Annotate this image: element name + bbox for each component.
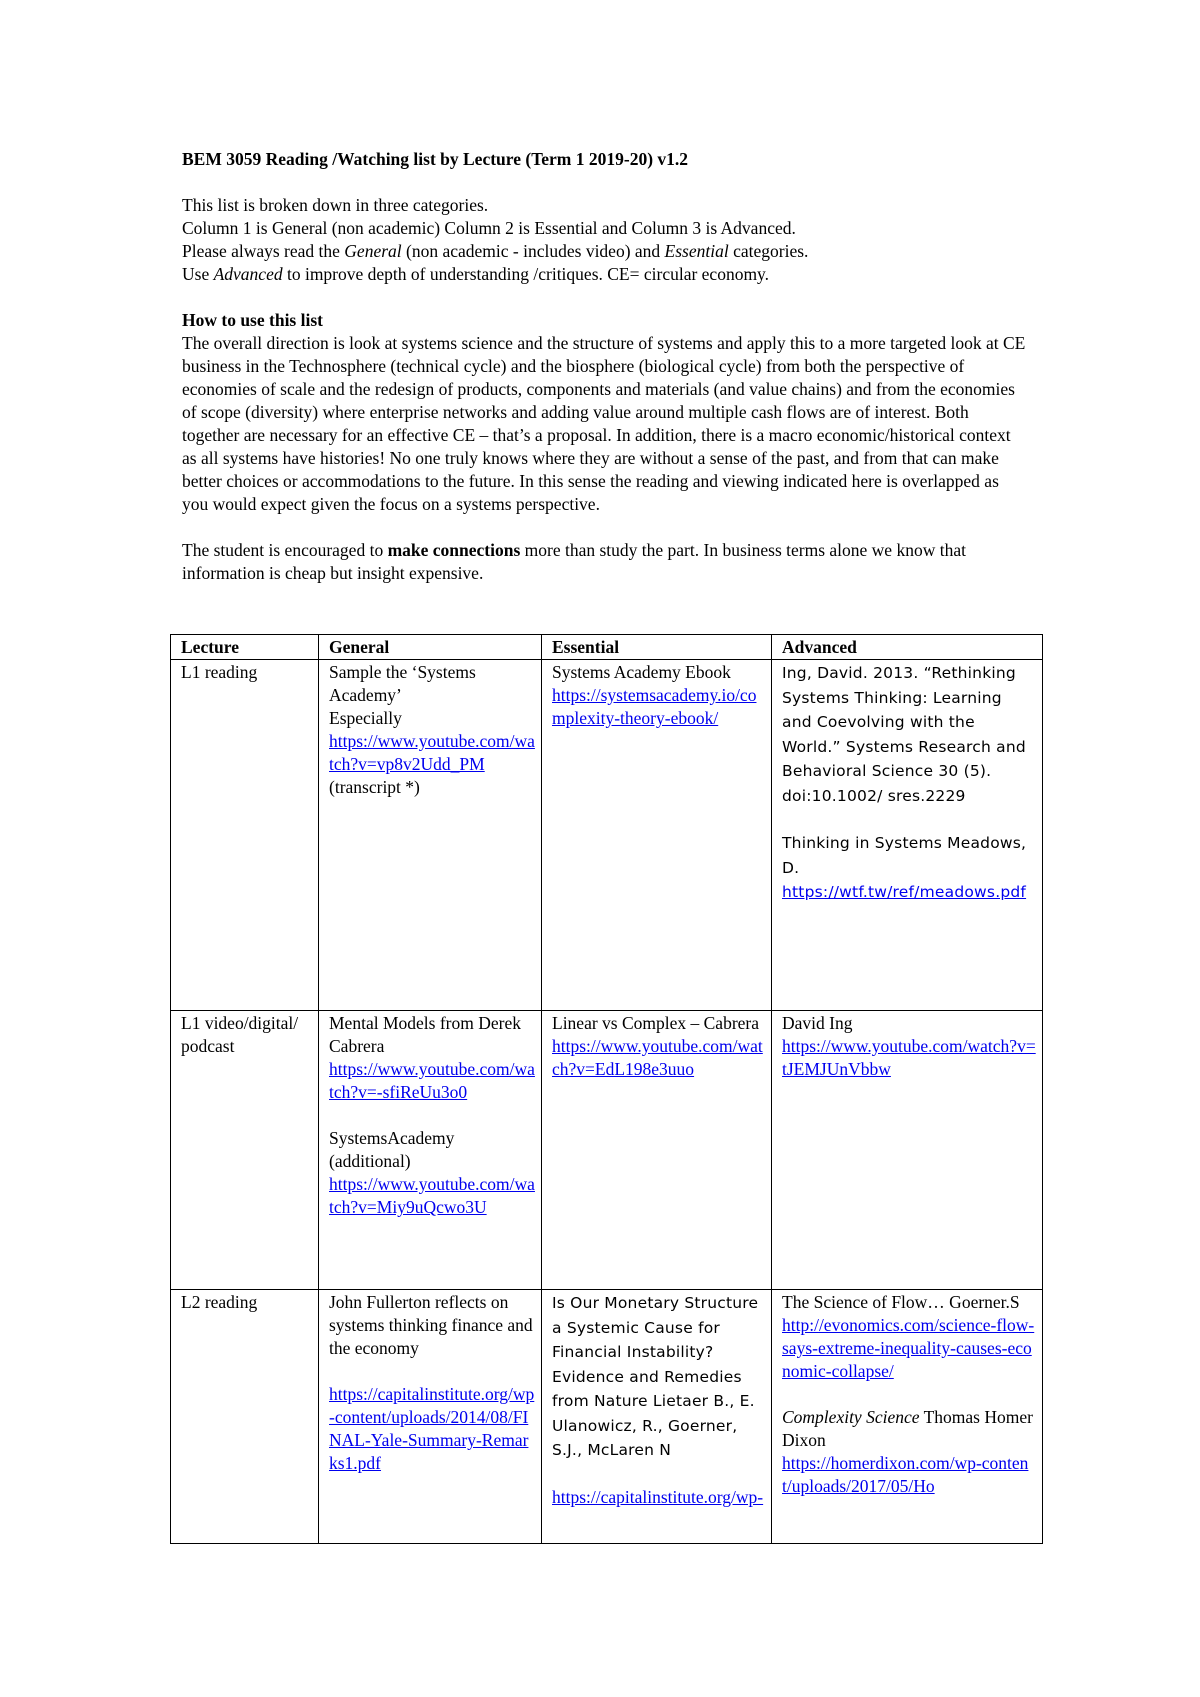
general-cell <box>319 660 542 1011</box>
how-to-body: The overall direction is look at systems science and the structure of systems and apply this to a more targeted look at CE business in the Technosphere (technical cycle) and the biosphere (biological cycle) from both the perspective of economies of scale and the redesign of products, components and materials (and value chains) and from the economies of scope (diversity) where enterprise networks and adding value around multiple cash flows are of interest. Both together are necessary for an effective CE – that’s a proposal. In addition, there is a macro economic/historical context as all systems have histories! No one truly knows where they are without a sense of the past, and from that can make better choices or accommodations to the future. In this sense the reading and viewing indicated here is overlapped as you would expect given the focus on a systems perspective. <box>182 333 1026 514</box>
table-row <box>171 1011 1043 1290</box>
cell-text: Systems Academy Ebook <box>552 662 731 682</box>
youtube-link[interactable]: https://www.youtube.com/watch?v=vp8v2Udd_PM <box>329 731 535 774</box>
citation-text: Ing, David. 2013. “Rethinking Systems Thinking: Learning and Coevolving with the World.” Systems Research and Behavioral Science 30 (5). doi:10.1002/ sres.2229 <box>782 664 1026 805</box>
cell-text: (transcript *) <box>329 777 420 797</box>
capitalinstitute-link[interactable]: https://capitalinstitute.org/wp- <box>552 1486 764 1507</box>
intro-line-1: This list is broken down in three categories. <box>182 195 489 215</box>
essential-cell <box>542 1011 772 1290</box>
intro-text: Use <box>182 264 214 284</box>
make-connections-emphasis: make connections <box>387 540 521 560</box>
complexity-science-title: Complexity Science <box>782 1407 920 1427</box>
advanced-cell <box>772 660 1043 1011</box>
essential-cell <box>542 1290 772 1544</box>
author-text: Thomas Homer Dixon <box>782 1407 1033 1450</box>
table-row <box>171 1290 1043 1544</box>
youtube-link[interactable]: https://www.youtube.com/watch?v=Miy9uQcwo3U <box>329 1174 535 1217</box>
cell-text: Sample the ‘Systems Academy’ <box>329 662 476 705</box>
intro-text: Please always read the <box>182 241 345 261</box>
citation-text: Thinking in Systems Meadows, D. <box>782 834 1027 877</box>
citation-text: Is Our Monetary Structure a Systemic Cause for Financial Instability? Evidence and Remedies from Nature Lietaer B., E. Ulanowicz, R., Goerner, S.J., McLaren N <box>552 1294 759 1459</box>
paragraph-text: The student is encouraged to <box>182 540 388 560</box>
citation-text <box>782 1406 1036 1452</box>
header-lecture: Lecture <box>171 635 319 660</box>
ebook-link[interactable]: https://systemsacademy.io/complexity-theory-ebook/ <box>552 685 757 728</box>
intro-text: to improve depth of understanding /critiques. CE= circular economy. <box>282 264 770 284</box>
general-cell <box>319 1290 542 1544</box>
intro-text: categories. <box>728 241 809 261</box>
general-emphasis: General <box>344 241 402 261</box>
paragraph-text: more than study the part. In business terms alone we know that information is cheap but insight expensive. <box>182 540 966 583</box>
youtube-link[interactable]: https://www.youtube.com/watch?v=tJEMJUnVbbw <box>782 1036 1036 1079</box>
youtube-link[interactable]: https://www.youtube.com/watch?v=EdL198e3uuo <box>552 1036 763 1079</box>
intro-text: (non academic - includes video) and <box>401 241 665 261</box>
advanced-cell <box>772 1011 1043 1290</box>
table-row <box>171 660 1043 1011</box>
general-cell <box>319 1011 542 1290</box>
cell-text: The Science of Flow… Goerner.S <box>782 1292 1020 1312</box>
essential-cell <box>542 660 772 1011</box>
header-general: General <box>319 635 542 660</box>
essential-emphasis: Essential <box>664 241 729 261</box>
lecture-cell: L1 reading <box>171 660 319 1011</box>
pdf-link[interactable]: https://capitalinstitute.org/wp-content/uploads/2014/08/FINAL-Yale-Summary-Remarks1.pdf <box>329 1384 535 1473</box>
homerdixon-link[interactable]: https://homerdixon.com/wp-content/uploads/2017/05/Ho <box>782 1453 1029 1496</box>
intro-line-4 <box>182 263 1042 286</box>
evonomics-link[interactable]: http://evonomics.com/science-flow-says-extreme-inequality-causes-economic-collapse/ <box>782 1315 1035 1381</box>
advanced-emphasis: Advanced <box>213 264 283 284</box>
cell-text: John Fullerton reflects on systems thinking finance and the economy <box>329 1292 533 1358</box>
header-essential: Essential <box>542 635 772 660</box>
intro-line-3 <box>182 240 1042 263</box>
reading-list-table <box>170 634 1043 1544</box>
lecture-cell: L1 video/digital/ podcast <box>171 1011 319 1290</box>
document-body <box>182 148 1042 585</box>
intro-line-2: Column 1 is General (non academic) Column 2 is Essential and Column 3 is Advanced. <box>182 218 796 238</box>
cell-text: David Ing <box>782 1013 853 1033</box>
table-header-row <box>171 635 1043 660</box>
cell-text: Mental Models from Derek Cabrera <box>329 1013 521 1056</box>
meadows-pdf-link[interactable]: https://wtf.tw/ref/meadows.pdf <box>782 883 1027 901</box>
cell-text: Linear vs Complex – Cabrera <box>552 1013 760 1033</box>
cell-text: Especially <box>329 708 402 728</box>
advanced-cell <box>772 1290 1043 1544</box>
cell-text: SystemsAcademy (additional) <box>329 1128 455 1171</box>
header-advanced: Advanced <box>772 635 1043 660</box>
connections-paragraph <box>182 539 1027 585</box>
lecture-cell: L2 reading <box>171 1290 319 1544</box>
how-to-heading: How to use this list <box>182 310 323 330</box>
document-title: BEM 3059 Reading /Watching list by Lecture (Term 1 2019-20) v1.2 <box>182 149 689 169</box>
youtube-link[interactable]: https://www.youtube.com/watch?v=-sfiReUu3o0 <box>329 1059 535 1102</box>
